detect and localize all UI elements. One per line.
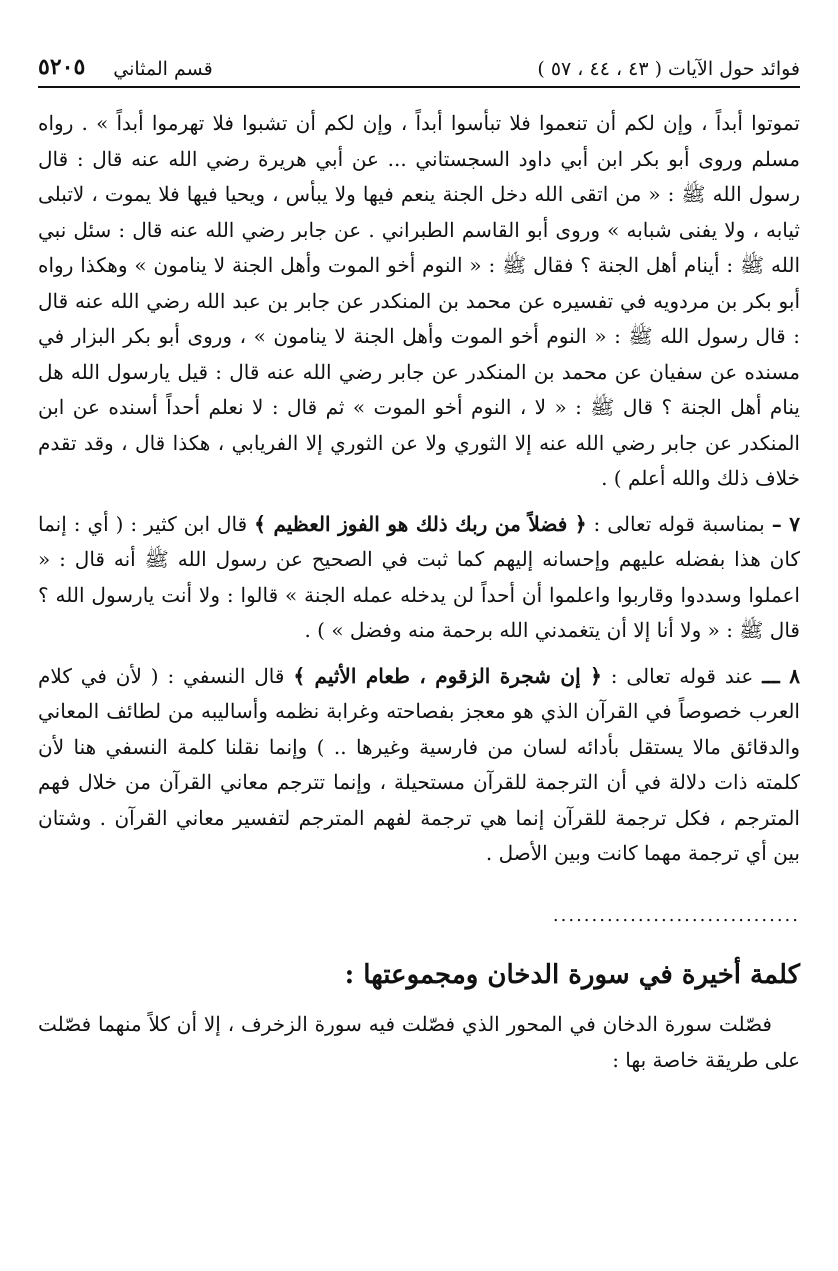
page-body: [38, 106, 800, 1078]
item-7-text: قال ابن كثير : ( أي : إنما كان هذا بفضله عليهم وإحسانه إليهم كما ثبت في الصحيح عن رسول الله ﷺ أنه قال : « اعملوا وسددوا وقاربوا واعلموا أن أحداً لن يدخله عمله الجنة » قالوا : ولا أنت يارسول الله ؟ قال ﷺ : « ولا أنا إلا أن يتغمدني الله برحمة منه وفضل » ) .: [38, 511, 800, 642]
item-8-text: قال النسفي : ( لأن في كلام العرب خصوصاً في القرآن الذي هو معجز بفصاحته وغرابة نظمه وأساليبه من لطائف المعاني والدقائق مالا يستقل بأدائه لسان من فارسية وغيرها .. ) وإنما نقلنا كلمة النسفي هنا لأن كلمته ذات دلالة في أن الترجمة للقرآن مستحيلة ، وإنما تترجم معاني القرآن من خلال فهم المترجم ، فكل ترجمة للقرآن إنما هي ترجمة لفهم المترجم لتفسير معاني القرآن . وشتان بين أي ترجمة مهما كانت وبين الأصل .: [38, 663, 800, 865]
item-8-number: ٨ ـــ: [762, 663, 801, 688]
hadith-paragraph: تموتوا أبداً ، وإن لكم أن تنعموا فلا تبأسوا أبداً ، وإن لكم أن تشبوا فلا تهرموا أبداً » . رواه مسلم وروى أبو بكر ابن أبي داود السجستاني ... عن أبي هريرة رضي الله عنه قال : قال رسول الله ﷺ : « من اتقى الله دخل الجنة ينعم فيها ولا يبأس ، ويحيا فيها فلا يموت ، لاتبلى ثيابه ، ولا يفنى شبابه » وروى أبو القاسم الطبراني . عن جابر رضي الله عنه قال : سئل نبي الله ﷺ : أينام أهل الجنة ؟ فقال ﷺ : « النوم أخو الموت وأهل الجنة لا ينامون » وهكذا رواه أبو بكر بن مردويه في تفسيره عن محمد بن المنكدر عن جابر بن عبد الله رضي الله عنه قال : قال رسول الله ﷺ : « النوم أخو الموت وأهل الجنة لا ينامون » ، وروى أبو بكر البزار في مسنده عن سفيان عن محمد بن المنكدر عن جابر رضي الله عنه قال : قيل يارسول الله هل ينام أهل الجنة ؟ قال ﷺ : « لا ، النوم أخو الموت » ثم قال : لا نعلم أحداً أسنده عن ابن المنكدر عن جابر رضي الله عنه إلا الثوري ولا عن الثوري إلا الفريابي ، هكذا قال ، وقد تقدم خلاف ذلك والله أعلم ) .: [38, 111, 800, 490]
item-8: [38, 659, 800, 872]
header-left: [38, 54, 213, 80]
running-title: فوائد حول الآيات ( ٤٣ ، ٤٤ ، ٥٧ ): [537, 58, 800, 80]
item-8-lead: عند قوله تعالى :: [610, 663, 754, 688]
item-8-verse: ﴿ إن شجرة الزقوم ، طعام الأثيم ﴾: [293, 663, 602, 688]
book-page: [38, 48, 800, 1248]
dotted-separator: ................................: [552, 904, 800, 926]
item-7-lead: بمناسبة قوله تعالى :: [593, 511, 765, 536]
section-name: قسم المثاني: [113, 58, 213, 80]
closing-section: [38, 1007, 800, 1078]
section-heading: كلمة أخيرة في سورة الدخان ومجموعتها :: [344, 960, 800, 990]
page-number: ٥٢٠٥: [38, 54, 86, 80]
closing-paragraph: فصّلت سورة الدخان في المحور الذي فصّلت فيه سورة الزخرف ، إلا أن كلاً منهما فصّلت على طريقة خاصة بها :: [38, 1012, 800, 1072]
item-7-verse: ﴿ فضلاً من ربك ذلك هو الفوز العظيم ﴾: [254, 511, 587, 536]
item-7-number: ٧ –: [771, 511, 801, 536]
item-7: [38, 507, 800, 649]
page-header: [38, 48, 800, 88]
